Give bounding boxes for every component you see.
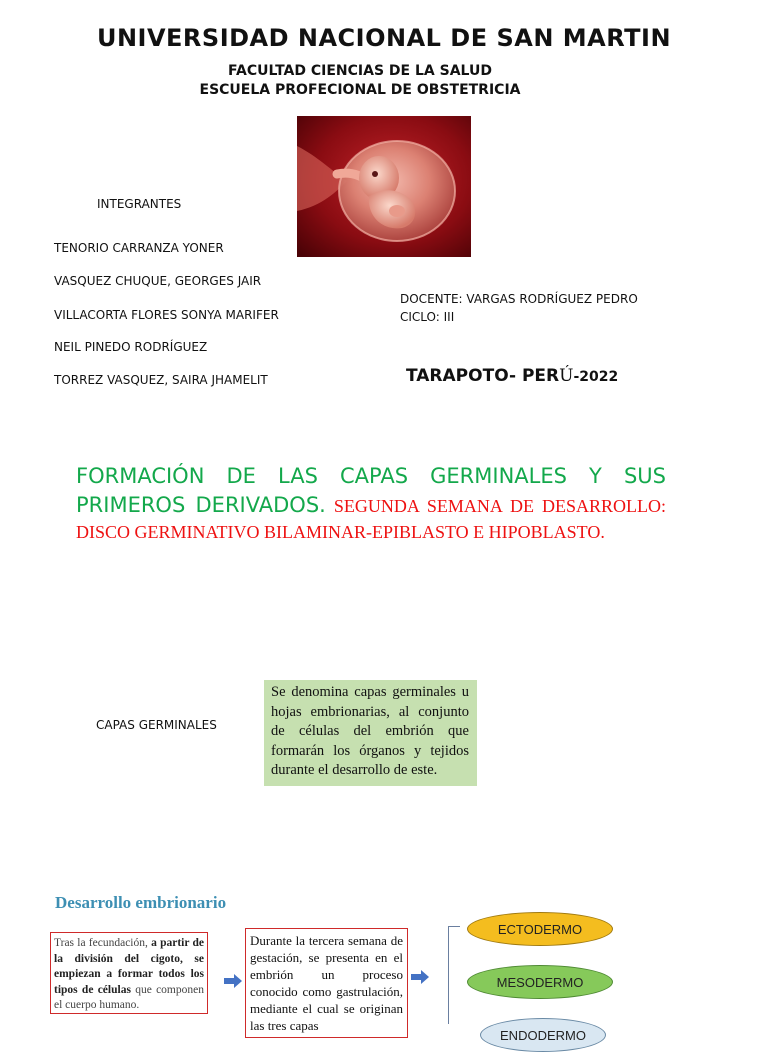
member-4: NEIL PINEDO RODRÍGUEZ	[54, 340, 208, 354]
capas-germinales-label: CAPAS GERMINALES	[96, 718, 217, 732]
member-1: TENORIO CARRANZA YONER	[54, 241, 224, 255]
arrow-right-icon	[411, 970, 429, 984]
gastrulacion-box: Durante la tercera semana de gestación, se presenta en el embrión un proceso conocido como gastrulación, mediante el cual se originan las tres capas	[245, 928, 408, 1038]
place-accent-letter: Ú	[559, 366, 574, 386]
place-city: TARAPOTO	[406, 366, 509, 386]
box1-text-1: Tras la fecundación,	[54, 937, 152, 949]
heading-green: FORMACIÓN DE LAS CAPAS GERMINALES Y SUS PRIMEROS DERIVADOS.	[76, 464, 666, 517]
place-dash: -	[508, 366, 522, 386]
university-title: UNIVERSIDAD NACIONAL DE SAN MARTIN	[96, 24, 672, 52]
place-year-value: -2022	[573, 369, 619, 385]
place-country: PER	[521, 366, 560, 386]
faculty-name: FACULTAD CIENCIAS DE LA SALUD	[228, 63, 492, 79]
docente-block	[400, 290, 638, 326]
ectodermo-oval: ECTODERMO	[467, 912, 613, 946]
faculty-block	[0, 62, 720, 100]
mesodermo-oval: MESODERMO	[467, 965, 613, 999]
member-3: VILLACORTA FLORES SONYA MARIFER	[54, 308, 279, 322]
arrow-right-icon	[224, 974, 242, 988]
endodermo-oval: ENDODERMO	[480, 1018, 606, 1052]
school-name: ESCUELA PROFECIONAL DE OBSTETRICIA	[199, 82, 521, 98]
layers-bracket	[448, 926, 460, 1024]
embryo-image	[297, 116, 471, 257]
integrantes-label: INTEGRANTES	[97, 197, 182, 211]
box1-text-2: que componen el cuerpo humano.	[54, 983, 204, 1011]
heading-red: SEGUNDA SEMANA DE DESARROLLO: DISCO GERMINATIVO BILAMINAR-EPIBLASTO E HIPOBLASTO.	[76, 496, 666, 542]
docente-name: DOCENTE: VARGAS RODRÍGUEZ PEDRO	[400, 292, 638, 306]
main-heading	[76, 462, 666, 544]
definition-box: Se denomina capas germinales u hojas embrionarias, al conjunto de células del embrión que formarán los órganos y tejidos durante el desarrollo de este.	[264, 680, 477, 786]
box1-bold: a partir de la división del cigoto, se empiezan a formar todos los tipos de células	[54, 937, 204, 996]
section-title: Desarrollo embrionario	[55, 893, 227, 912]
member-5: TORREZ VASQUEZ, SAIRA JHAMELIT	[54, 373, 268, 387]
fecundacion-box	[50, 932, 208, 1014]
place-year	[406, 366, 618, 386]
member-2: VASQUEZ CHUQUE, GEORGES JAIR	[54, 274, 262, 288]
ciclo: CICLO: III	[400, 310, 455, 324]
